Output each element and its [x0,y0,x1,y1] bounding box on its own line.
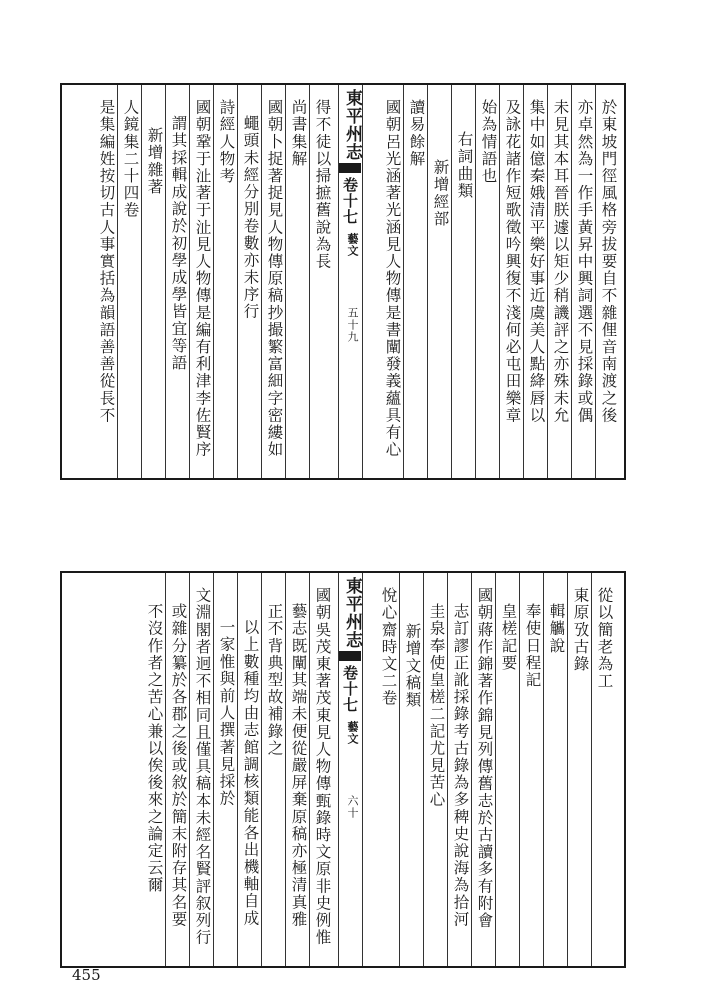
column-rule [399,573,400,966]
column-rule [362,85,363,478]
text-column: 尚書集解 [289,99,308,168]
column-rule [519,573,520,966]
column-rule [338,573,339,966]
text-column: 或雜分纂於各郡之後或敘於簡末附存其名要 [169,603,188,928]
text-column: 蠅頭未經分別卷數亦未序行 [241,115,260,321]
page-number: 455 [72,966,101,984]
text-column: 悅心齋時文二卷 [379,587,398,707]
column-rule [309,573,310,966]
text-column: 國朝呂光涵著光涵見人物傳是書闡發義蘊具有心 [383,99,402,459]
folio-number: 六十 [346,795,359,819]
text-column: 未見其本耳晉朕遽以矩少稍譏評之亦殊未允 [551,99,570,424]
column-rule [495,573,496,966]
text-column: 人鏡集二十四卷 [121,99,140,219]
text-column: 從以簡老為工 [595,587,614,690]
column-rule [427,85,428,478]
column-rule [237,85,238,478]
column-rule [309,85,310,478]
text-column: 志訂謬正訛採錄考古錄為多稗史說海為拾河 [451,603,470,928]
column-rule [403,85,404,478]
column-rule [285,573,286,966]
column-rule [447,573,448,966]
column-rule [543,573,544,966]
column-rule [475,85,476,478]
column-rule [213,85,214,478]
text-column: 國朝鞏于沚著于沚見人物傳是編有利津李佐賢序 [193,99,212,459]
column-rule [165,85,166,478]
text-column: 詩經人物考 [217,99,236,185]
column-rule [362,573,363,966]
text-column: 集中如億秦娥清平樂好事近虞美人點絳唇以 [527,99,546,424]
fish-tail-mark [339,651,361,661]
column-rule [237,573,238,966]
column-rule [213,573,214,966]
volume-label: 卷十七 [341,177,359,225]
column-rule [285,85,286,478]
column-rule [547,85,548,478]
bottom-page-block [60,571,626,968]
text-column: 得不徒以掃摭舊說為長 [313,99,332,270]
text-column: 正不背典型故補錄之 [265,603,284,757]
text-column: 奉使日程記 [523,603,542,689]
text-column: 新增經部 [431,159,450,228]
fish-tail-mark [339,163,361,173]
text-column: 亦卓然為一作手黃昇中興詞選不見採錄或偶 [575,99,594,424]
section-label: 藝文 [346,233,359,257]
column-rule [261,85,262,478]
column-rule [117,85,118,478]
text-column: 國朝蔣作錦著作錦見列傳舊志於古讀多有附會 [475,587,494,929]
column-rule [499,85,500,478]
text-column: 文淵閣者迥不相同且僅具稿本未經名賢評叙列行 [193,587,212,947]
text-column: 藝志既闡其端未便從嚴屏棄原稿亦極清真雅 [289,603,308,928]
top-page-block [60,83,626,480]
column-rule [595,85,596,478]
text-column: 以上數種均由志館調核類能各出機軸自成 [241,619,260,927]
text-column: 始為情語也 [479,99,498,185]
column-rule [591,573,592,966]
text-column: 謂其採輯成說於初學成學皆宜等語 [169,115,188,372]
column-rule [261,573,262,966]
column-rule [189,85,190,478]
section-label: 藝文 [346,721,359,745]
column-rule [189,573,190,966]
text-column: 右詞曲類 [455,131,474,200]
text-column: 新增雜著 [145,127,164,196]
column-rule [338,85,339,478]
text-column: 國朝吳茂東著茂東見人物傳甄錄時文原非史例惟 [313,587,332,947]
text-column: 輯觿說 [547,603,566,655]
text-column: 於東坡門徑風格旁拔要自不雜俚音南渡之後 [599,99,618,424]
text-column: 皇槎記要 [499,603,518,672]
volume-label: 卷十七 [341,665,359,713]
text-column: 圭泉奉使皇槎二記尤見苦心 [427,603,446,809]
text-column: 國朝卜捉著捉見人物傳原稿抄撮繁富細字密縷如 [265,99,284,459]
column-rule [451,85,452,478]
column-rule [423,573,424,966]
text-column: 東原攷古錄 [571,587,590,673]
text-column: 不沒作者之苦心兼以俟後來之論定云爾 [145,603,164,894]
text-column: 是集編姓按切古人事實括為韻語善善從長不 [97,99,116,424]
text-column: 及詠花諸作短歌徵吟興復不淺何必屯田樂章 [503,99,522,424]
text-column: 讀易餘解 [407,99,426,168]
text-column: 新增文稿類 [403,623,422,709]
text-column: 一家惟與前人撰著見採於 [217,619,236,808]
column-rule [523,85,524,478]
folio-number: 五十九 [346,307,359,343]
column-rule [165,573,166,966]
column-rule [471,573,472,966]
book-title: 東平州志 [342,89,362,161]
column-rule [571,85,572,478]
column-rule [141,85,142,478]
book-title: 東平州志 [342,577,362,649]
column-rule [567,573,568,966]
